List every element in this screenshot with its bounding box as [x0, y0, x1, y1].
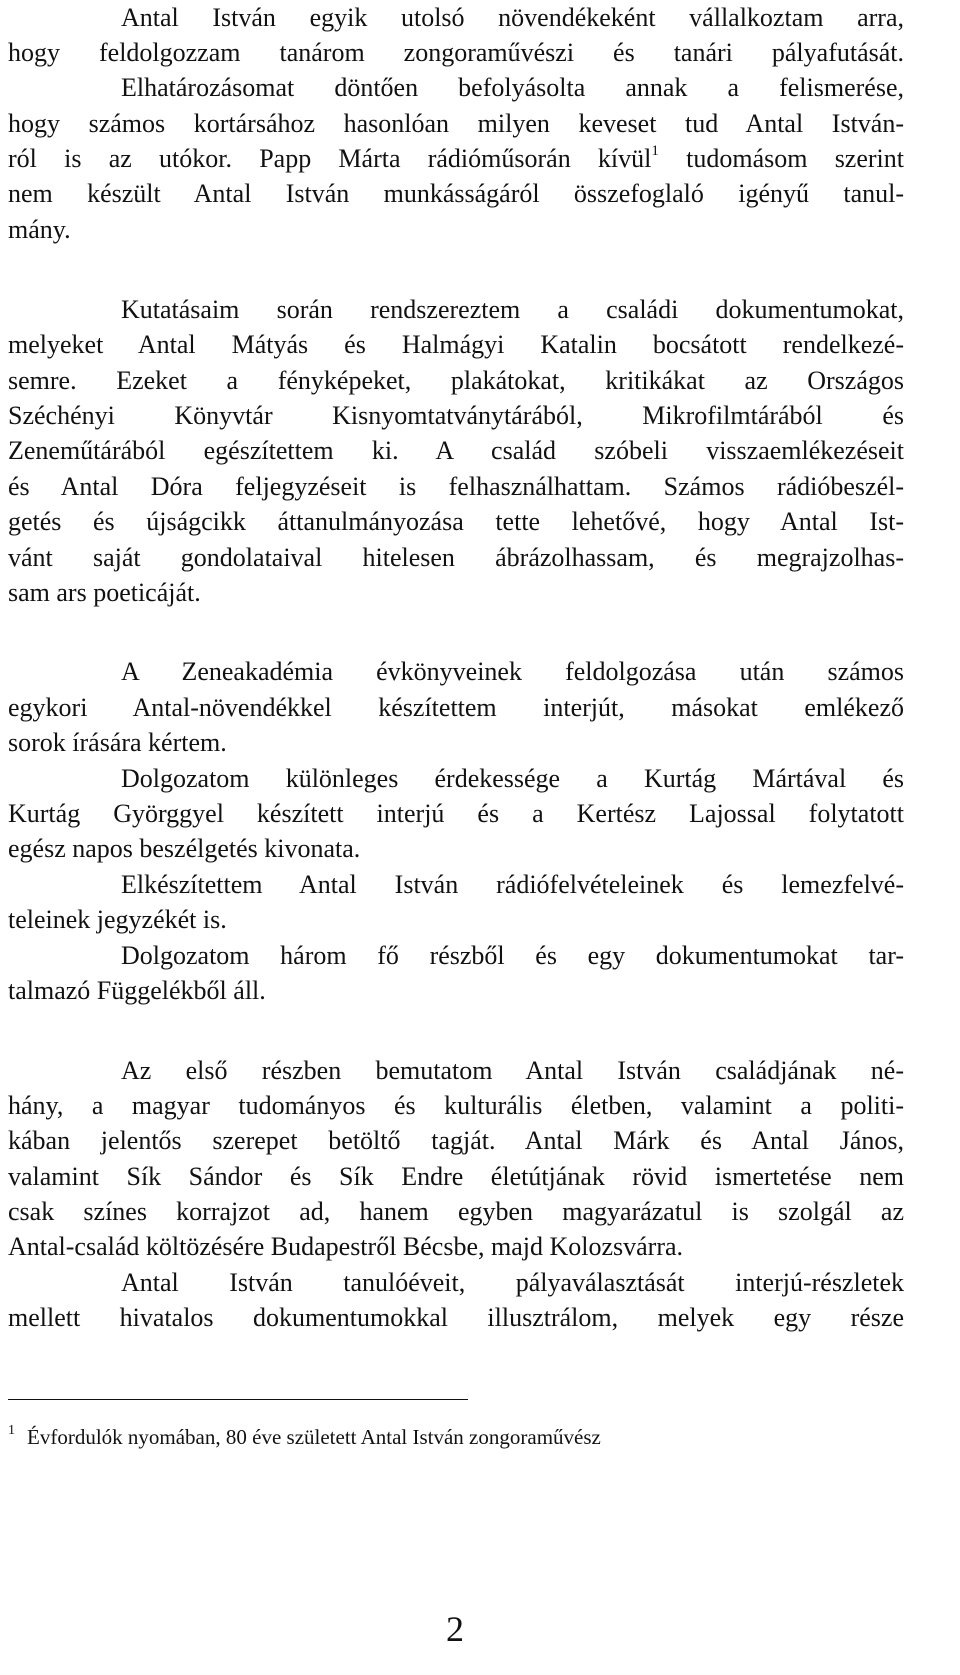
text-line: Az első részben bemutatom Antal István családjának né- [121, 1056, 904, 1085]
text-line: sam ars poeticáját. [8, 578, 201, 607]
text-line: sorok írására kértem. [8, 728, 227, 757]
footnote [8, 1422, 601, 1452]
text-line: egész napos beszélgetés kivonata. [8, 834, 361, 863]
text-line: teleinek jegyzékét is. [8, 905, 227, 934]
text-line: egykori Antal-növendékkel készítettem interjút, másokat emlékező [8, 693, 904, 722]
text-line: Elhatározásomat döntően befolyásolta annak a felismerése, [121, 73, 904, 102]
footnote-number: 1 [8, 1423, 15, 1438]
text-line: hány, a magyar tudományos és kulturális életben, valamint a politi- [8, 1091, 904, 1120]
text-line: kában jelentős szerepet betöltő tagját. Antal Márk és Antal János, [8, 1126, 904, 1155]
text-line: Antal István tanulóéveit, pályaválasztását interjú-részletek [121, 1268, 904, 1297]
footnote-reference: 1 [651, 143, 659, 159]
text-line: Dolgozatom három fő részből és egy dokumentumokat tar- [121, 941, 904, 970]
text-line: Széchényi Könyvtár Kisnyomtatványtárából, Mikrofilmtárából és [8, 401, 904, 430]
text-line: Elkészítettem Antal István rádiófelvételeinek és lemezfelvé- [121, 870, 904, 899]
text-line: Antal-család költözésére Budapestről Bécsbe, majd Kolozsvárra. [8, 1232, 684, 1261]
text-line: A Zeneakadémia évkönyveinek feldolgozása után számos [121, 657, 904, 686]
text-line-with-footnote [8, 141, 904, 177]
text-segment: tudomásom szerint [686, 144, 904, 173]
text-segment: ról is az utókor. Papp Márta rádióműsorán kívül [8, 144, 652, 173]
text-line: Dolgozatom különleges érdekessége a Kurtág Mártával és [121, 764, 904, 793]
text-line: getés és újságcikk áttanulmányozása tette lehetővé, hogy Antal Ist- [8, 507, 904, 536]
text-line: Antal István egyik utolsó növendékeként vállalkoztam arra, [121, 3, 904, 32]
footnote-text: Évfordulók nyomában, 80 éve született Antal István zongoraművész [27, 1425, 601, 1449]
footnote-separator [8, 1399, 468, 1400]
text-line: mellett hivatalos dokumentumokkal illusztrálom, melyek egy része [8, 1303, 904, 1332]
text-line: Zeneműtárából egészítettem ki. A család szóbeli visszaemlékezéseit [8, 436, 904, 465]
text-line: semre. Ezeket a fényképeket, plakátokat, kritikákat az Országos [8, 366, 904, 395]
text-line: Kutatásaim során rendszereztem a családi dokumentumokat, [121, 295, 904, 324]
text-line: hogy feldolgozzam tanárom zongoraművészi és tanári pályafutását. [8, 38, 904, 67]
text-line: melyeket Antal Mátyás és Halmágyi Katalin bocsátott rendelkezé- [8, 330, 904, 359]
text-line: Kurtág Györggyel készített interjú és a Kertész Lajossal folytatott [8, 799, 904, 828]
page-number: 2 [446, 1609, 464, 1649]
text-line: és Antal Dóra feljegyzéseit is felhasználhattam. Számos rádióbeszél- [8, 472, 904, 501]
text-line: talmazó Függelékből áll. [8, 976, 266, 1005]
text-line: vánt saját gondolataival hitelesen ábrázolhassam, és megrajzolhas- [8, 543, 904, 572]
text-line: nem készült Antal István munkásságáról összefoglaló igényű tanul- [8, 179, 904, 208]
text-line: hogy számos kortársához hasonlóan milyen keveset tud Antal István- [8, 109, 904, 138]
text-line: csak színes korrajzot ad, hanem egyben magyarázatul is szolgál az [8, 1197, 904, 1226]
text-line: mány. [8, 215, 71, 244]
text-line: valamint Sík Sándor és Sík Endre életútjának rövid ismertetése nem [8, 1162, 904, 1191]
